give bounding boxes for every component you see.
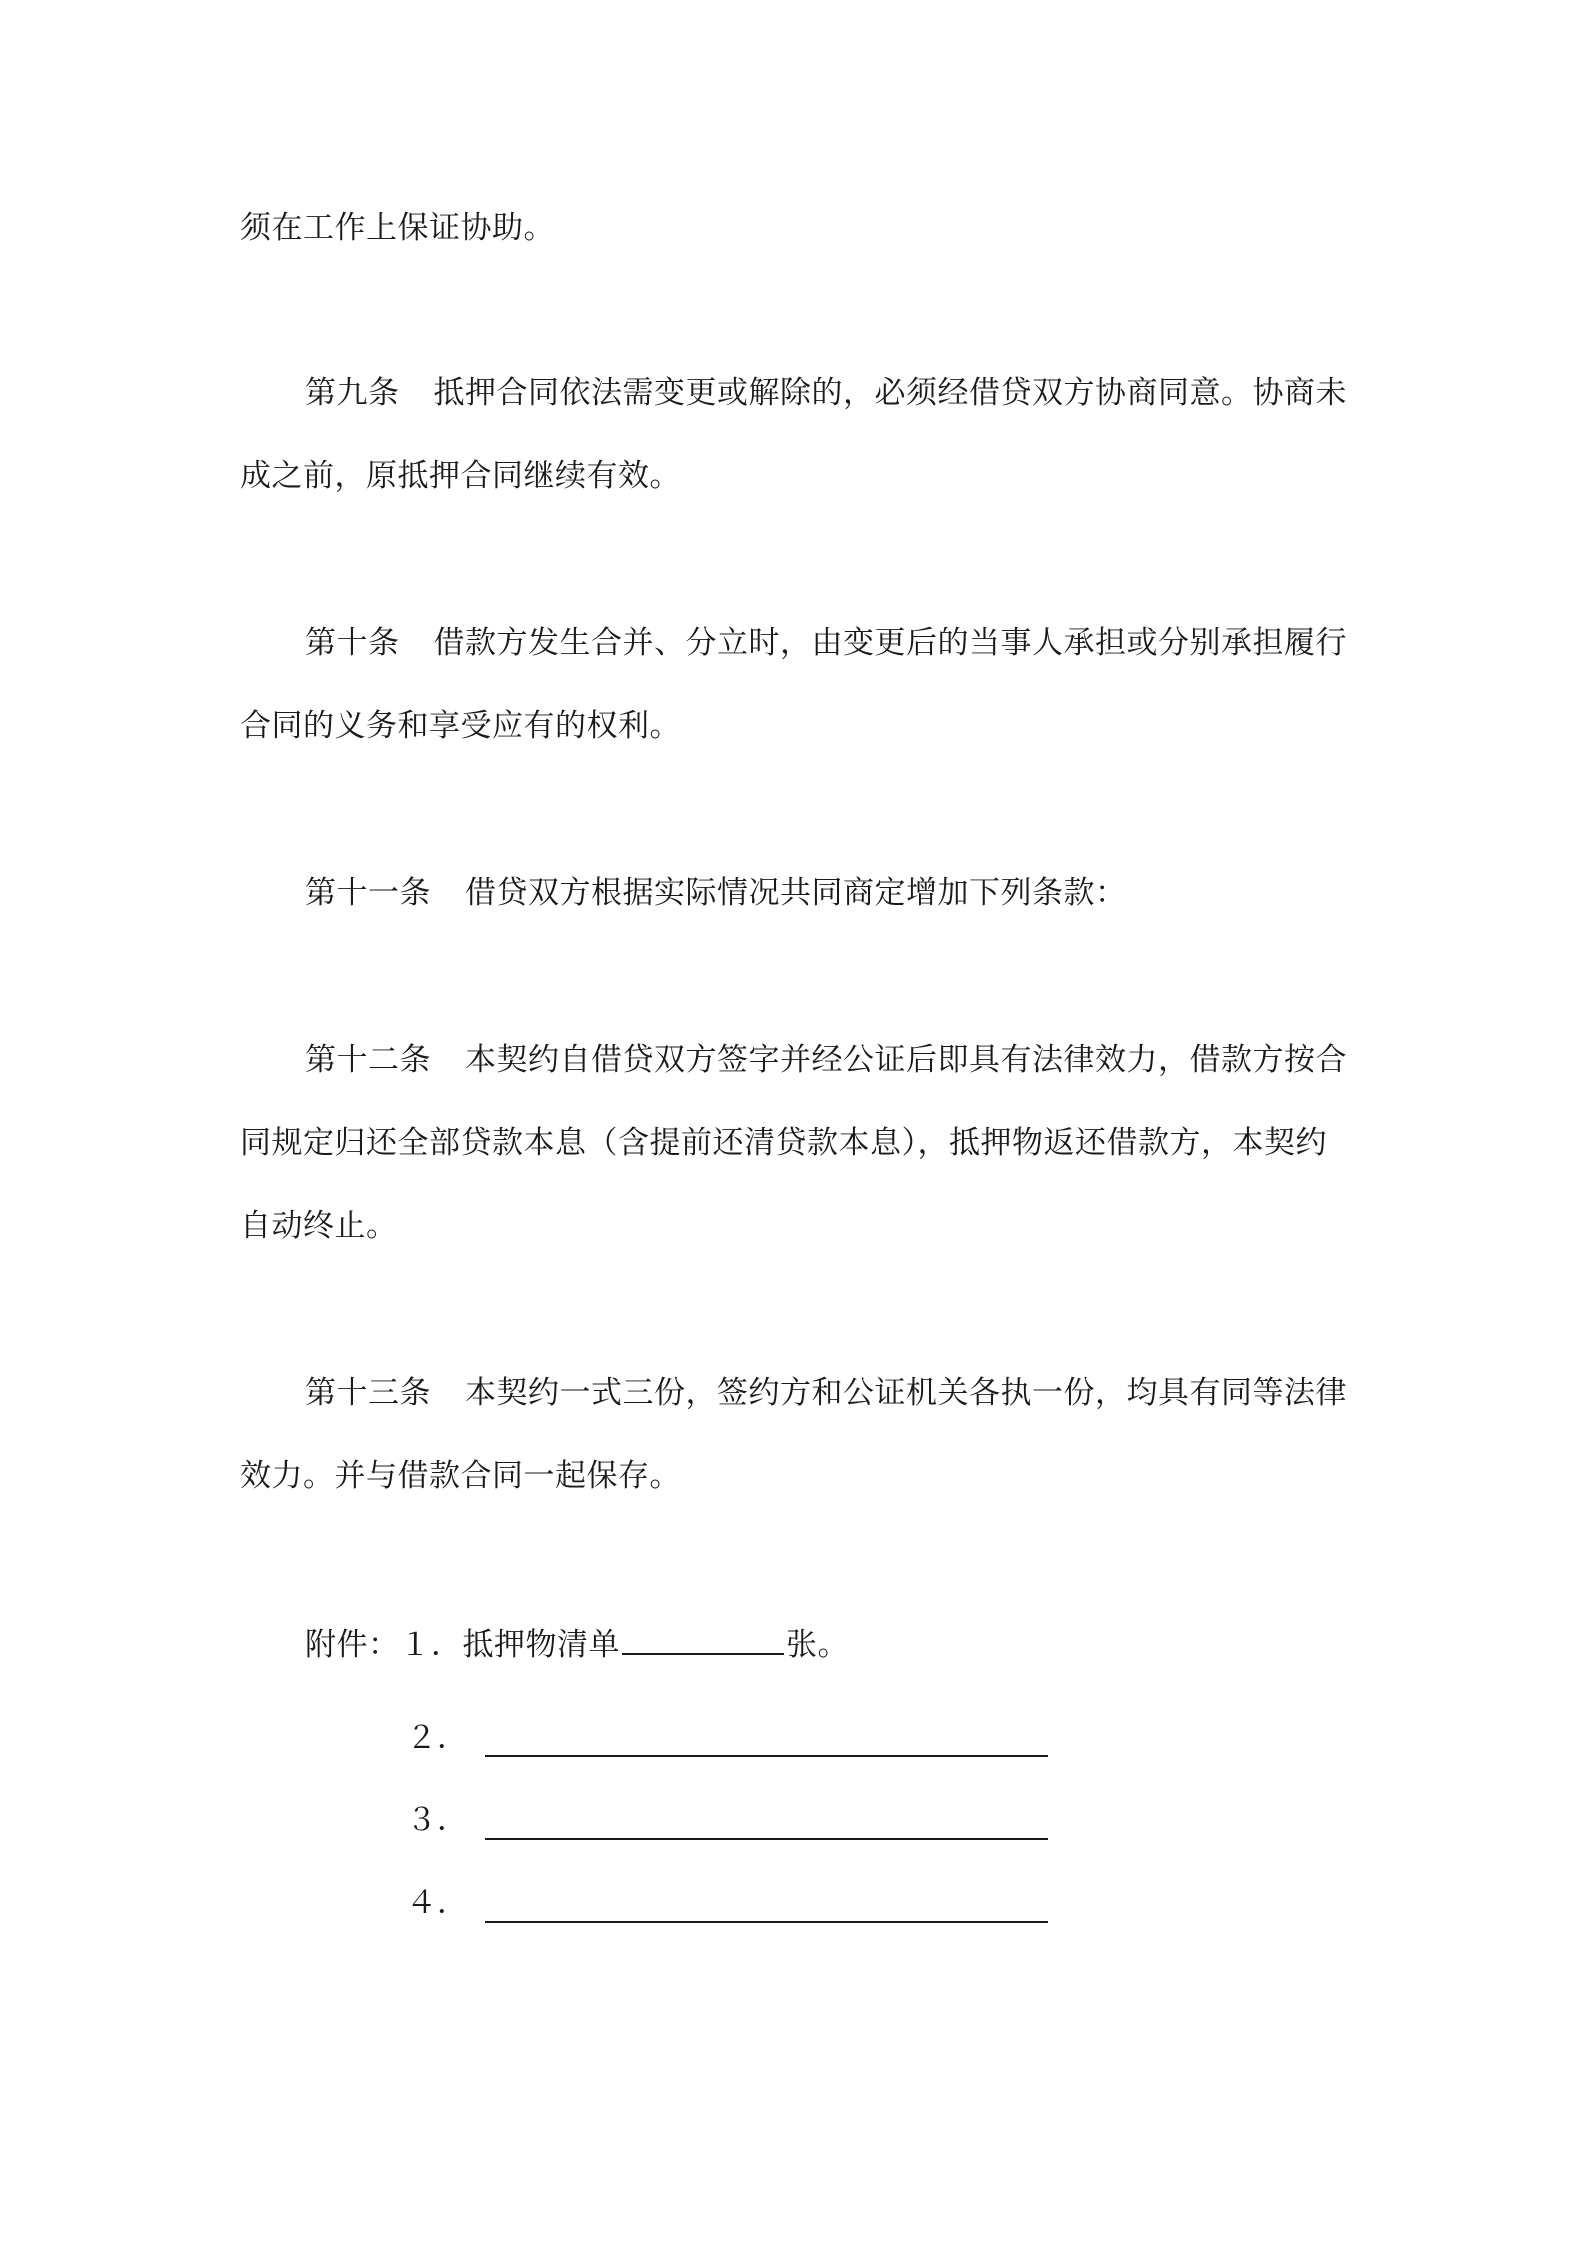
- article-12-line-1: [305, 1040, 1347, 1080]
- attachment-item-1-text: 抵押物清单: [462, 1627, 620, 1663]
- article-12-line-2: 同规定归还全部贷款本息（含提前还清贷款本息），抵押物返还借款方，本契约: [240, 1125, 1327, 1161]
- article-10-line-1: [305, 623, 1347, 663]
- attachment-item-4-number: ４．: [406, 1885, 468, 1921]
- attachment-item-2-blank: [485, 1755, 1048, 1757]
- article-9-text: 抵押合同依法需变更或解除的，必须经借贷双方协商同意。协商未: [433, 375, 1347, 411]
- continuation-text: 须在工作上保证协助。: [240, 210, 555, 246]
- article-13-line-2: 效力。并与借款合同一起保存。: [240, 1458, 681, 1494]
- attachment-item-4-blank: [485, 1921, 1048, 1923]
- attachment-item-2-number: ２．: [406, 1720, 468, 1756]
- article-11-line-1: [305, 873, 1127, 913]
- article-10-number: 第十条: [305, 625, 400, 661]
- article-10-line-2: 合同的义务和享受应有的权利。: [240, 708, 681, 744]
- article-12-line-3: 自动终止。: [240, 1208, 398, 1244]
- attachment-item-3-blank: [485, 1838, 1048, 1840]
- attachment-item-3-number: ３．: [406, 1802, 468, 1838]
- article-9-line-1: [305, 373, 1347, 413]
- attachment-item-1-unit: 张。: [786, 1627, 849, 1663]
- article-12-number: 第十二条: [305, 1042, 431, 1078]
- attachment-label: 附件：: [305, 1627, 400, 1663]
- article-11-text: 借贷双方根据实际情况共同商定增加下列条款：: [465, 875, 1127, 911]
- article-13-text: 本契约一式三份，签约方和公证机关各执一份，均具有同等法律: [465, 1375, 1347, 1411]
- article-10-text: 借款方发生合并、分立时，由变更后的当事人承担或分别承担履行: [433, 625, 1347, 661]
- article-9-line-2: 成之前，原抵押合同继续有效。: [240, 458, 681, 494]
- attachment-item-1-number: １．: [399, 1627, 463, 1663]
- attachment-line-1: [305, 1623, 849, 1665]
- article-12-text: 本契约自借贷双方签字并经公证后即具有法律效力，借款方按合: [465, 1042, 1347, 1078]
- article-9-number: 第九条: [305, 375, 400, 411]
- article-11-number: 第十一条: [305, 875, 431, 911]
- article-13-number: 第十三条: [305, 1375, 431, 1411]
- attachment-item-1-blank: [622, 1623, 784, 1655]
- article-13-line-1: [305, 1373, 1347, 1413]
